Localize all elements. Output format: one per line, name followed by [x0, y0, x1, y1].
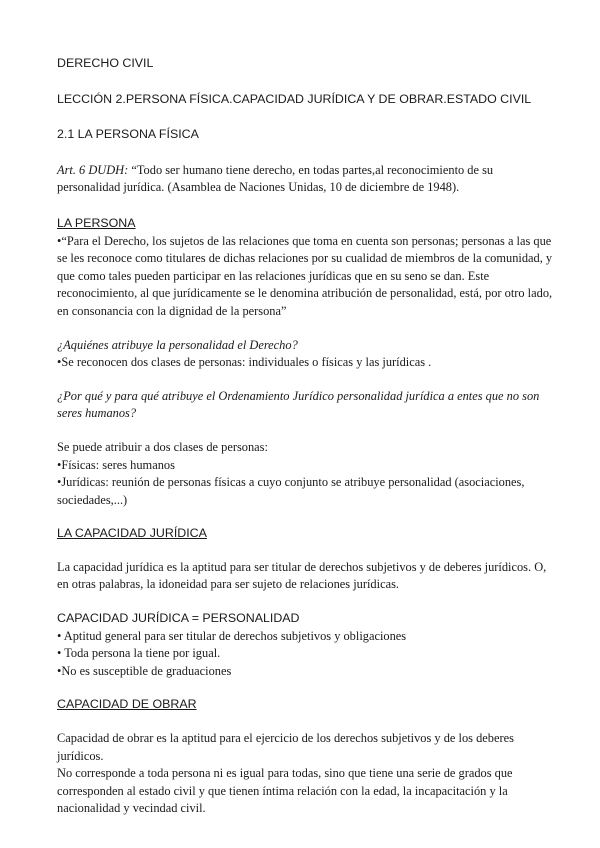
capacidad-obrar-paragraph-2: No corresponde a toda persona ni es igual para todas, sino que tiene una serie de grados que corresponden al estado civil y que tienen íntima relación con la edad, la incapacitación y la nacionalidad y vecindad civil. — [57, 766, 513, 816]
capacidad-juridica-heading: LA CAPACIDAD JURÍDICA — [57, 526, 207, 541]
list-item-fisicas: •Físicas: seres humanos — [57, 457, 175, 472]
list-item-juridicas: •Jurídicas: reunión de personas físicas a cuyo conjunto se atribuye personalidad (asociaciones, sociedades,...) — [57, 475, 525, 507]
section-title: 2.1 LA PERSONA FÍSICA — [57, 127, 199, 142]
question-1: ¿Aquiénes atribuye la personalidad el Derecho? — [57, 337, 298, 352]
list-item-graduaciones: •No es susceptible de graduaciones — [57, 663, 232, 678]
answer-1: •Se reconocen dos clases de personas: individuales o físicas y las jurídicas . — [57, 355, 432, 370]
answer-2-intro: Se puede atribuir a dos clases de personas: — [57, 439, 268, 454]
dudh-quote — [57, 162, 557, 197]
list-item-toda-persona: • Toda persona la tiene por igual. — [57, 646, 221, 661]
list-item-aptitud: • Aptitud general para ser titular de derechos subjetivos y obligaciones — [57, 628, 407, 643]
capacidad-obrar-paragraph-1: Capacidad de obrar es la aptitud para el ejercicio de los derechos subjetivos y de los deberes jurídicos. — [57, 731, 514, 763]
question-2: ¿Por qué y para qué atribuye el Ordenamiento Jurídico personalidad jurídica a entes que no son seres humanos? — [57, 388, 540, 421]
persona-paragraph: •“Para el Derecho, los sujetos de las relaciones que toma en cuenta son personas; personas a las que se les reconoce como titulares de dichas relaciones por su cualidad de miembros de la comunidad, y que como tales pueden participar en las relaciones jurídicas que en su seno se dan. Este reconocimiento, al que jurídicamente se le denomina atribución de personalidad, está, por otro lado, en consonancia con la dignidad de la persona” — [57, 233, 553, 318]
lesson-title: LECCIÓN 2.PERSONA FÍSICA.CAPACIDAD JURÍDICA Y DE OBRAR.ESTADO CIVIL — [57, 91, 532, 106]
capacidad-obrar-heading: CAPACIDAD DE OBRAR — [57, 697, 197, 712]
quote-reference: Art. 6 DUDH: — [57, 162, 129, 177]
document-page — [57, 55, 557, 818]
quote-text: “Todo ser humano tiene derecho, en todas partes,al reconocimiento de su personalidad jurídica. (Asamblea de Naciones Unidas, 10 de diciembre de 1948). — [57, 162, 494, 195]
persona-heading: LA PERSONA — [57, 215, 136, 230]
capacidad-juridica-paragraph: La capacidad jurídica es la aptitud para ser titular de derechos subjetivos y de deberes jurídicos. O, en otras palabras, la idoneidad para ser sujeto de relaciones jurídicas. — [57, 559, 547, 592]
capacidad-juridica-equation: CAPACIDAD JURÍDICA = PERSONALIDAD — [57, 611, 300, 626]
document-title: DERECHO CIVIL — [57, 56, 154, 70]
